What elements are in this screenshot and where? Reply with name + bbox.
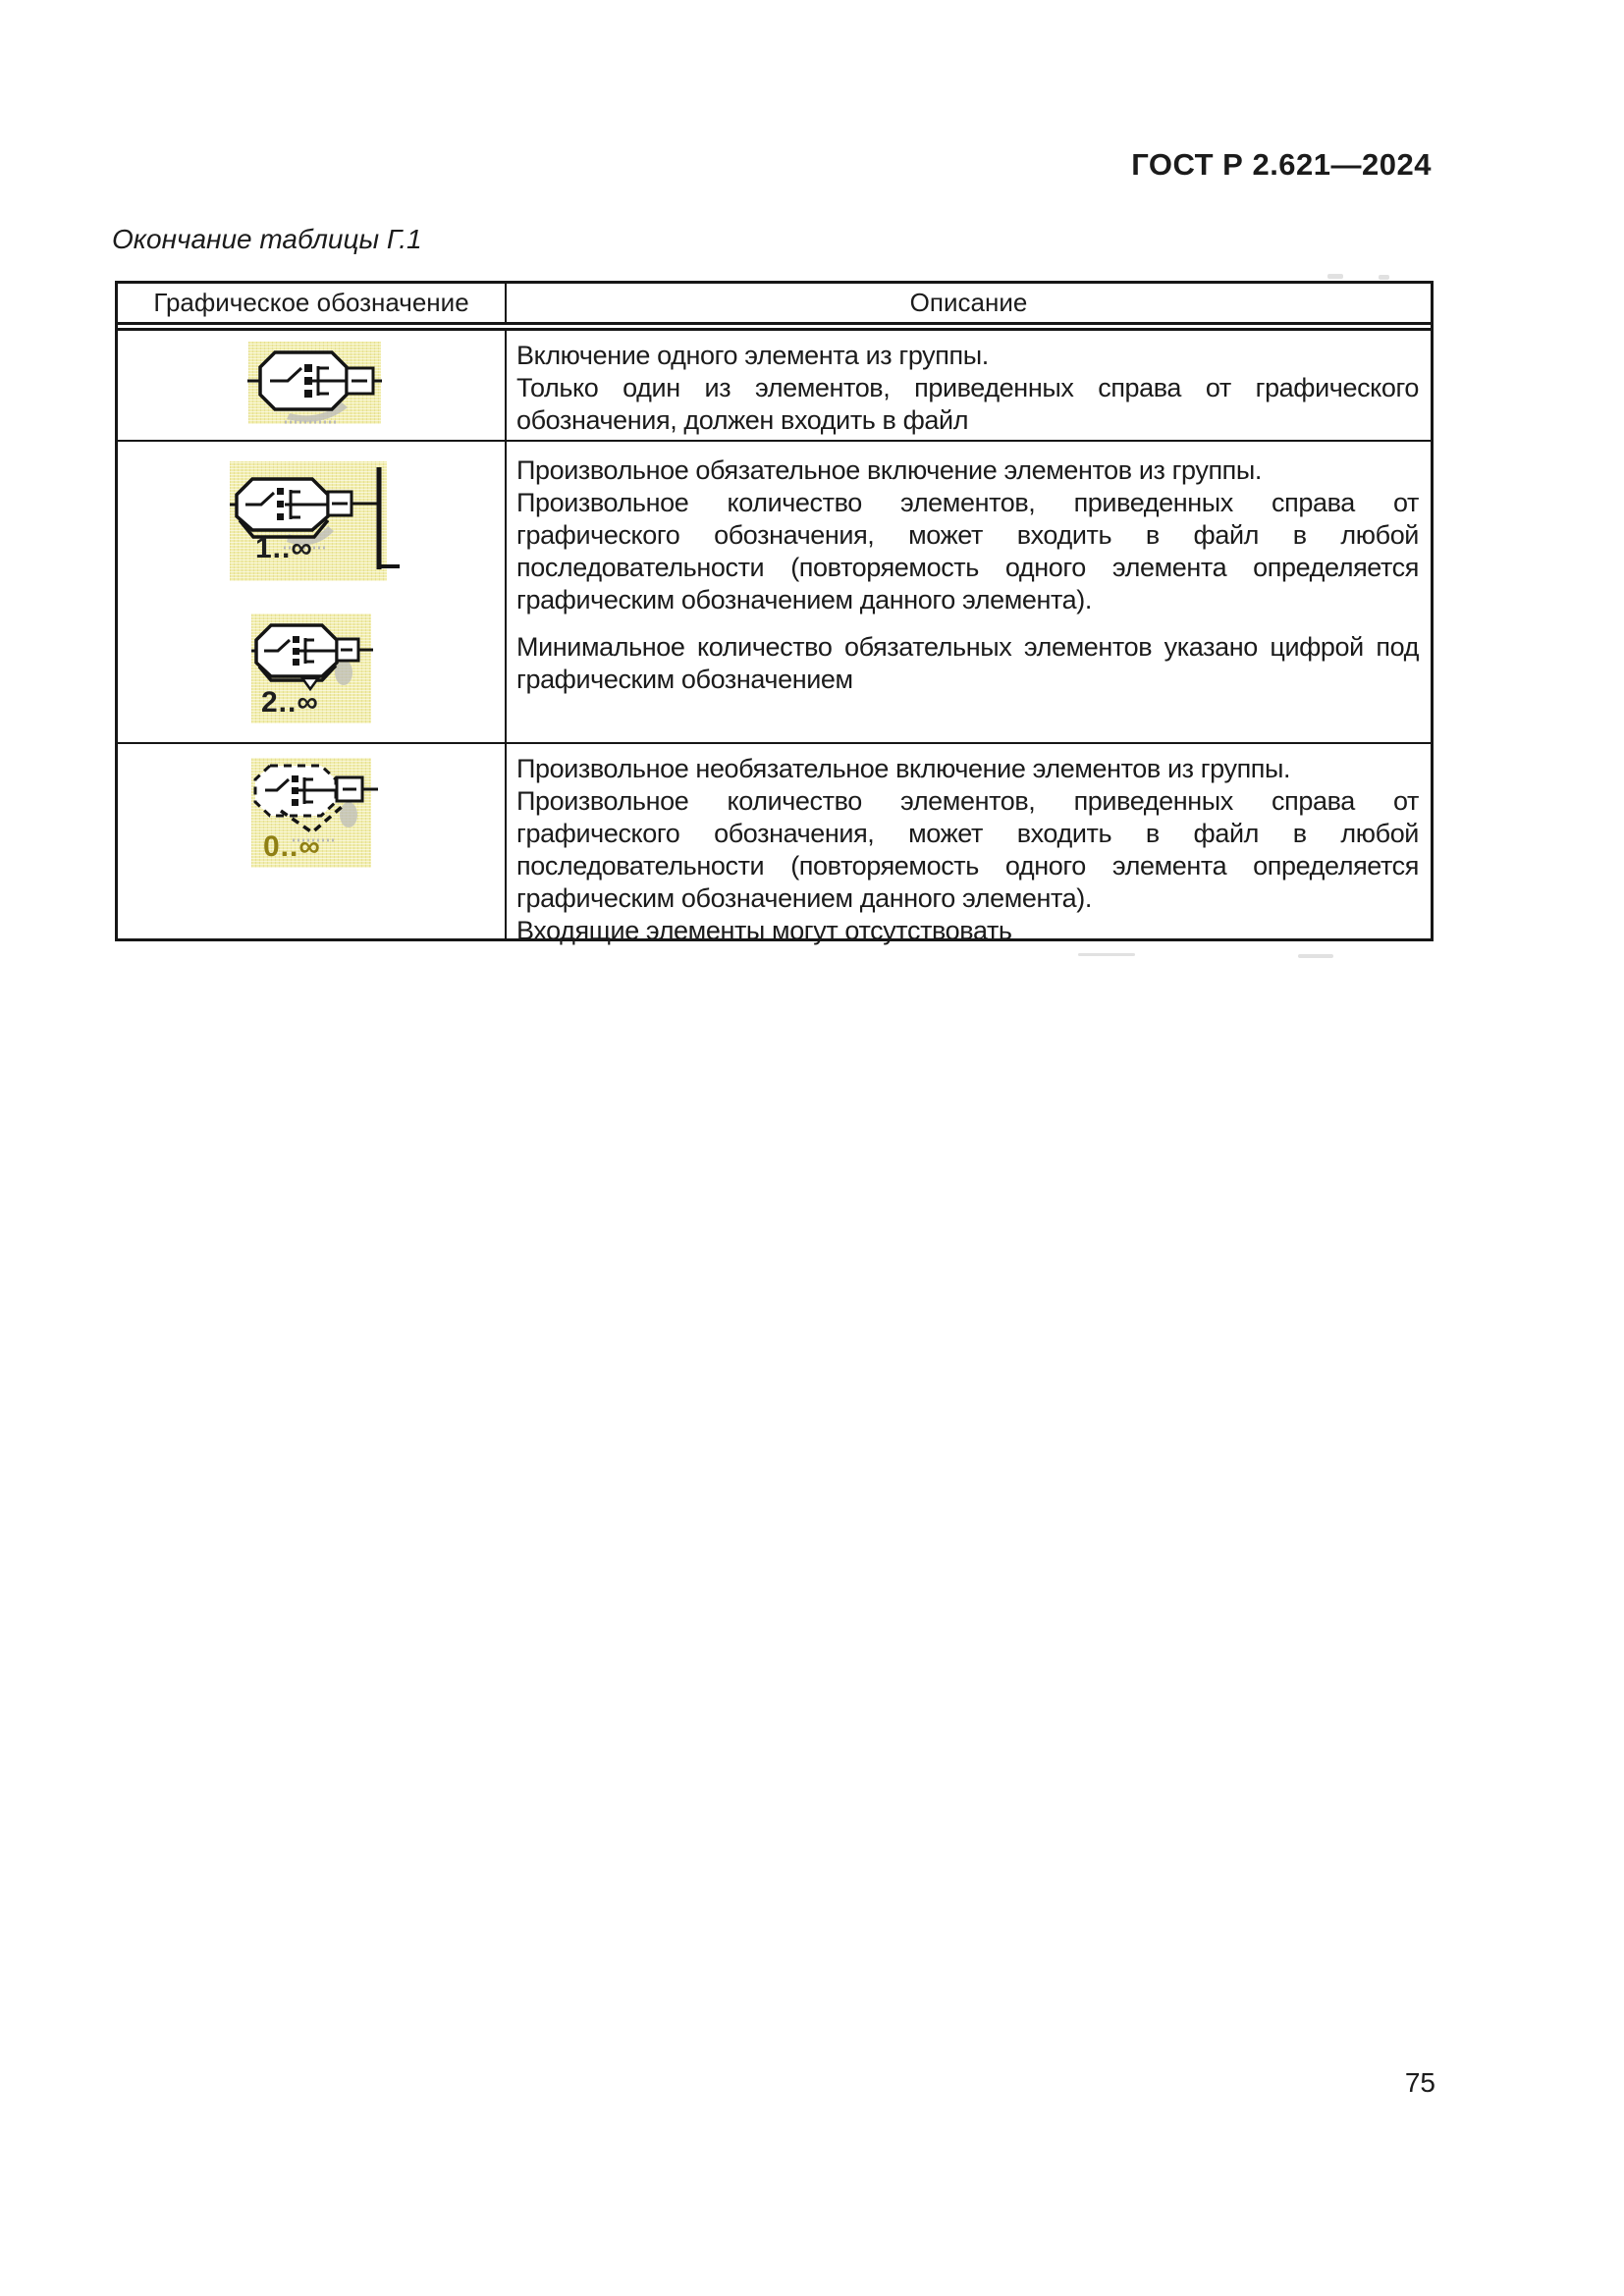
description-text: Включение одного элемента из группы. [516, 341, 989, 370]
description-text: Произвольное количество элементов, приведенных справа от графического обозначения, может входить в файл в любой последовательности (повторяемость одного элемента определяется графическим обозначением данного элемента). [516, 488, 1419, 614]
table-row [118, 331, 1431, 442]
schema-choice-element-icon [245, 342, 383, 426]
symbol-cell [118, 744, 507, 938]
symbol-cell [118, 331, 507, 440]
scan-artifact [1379, 275, 1389, 280]
repeatable-symbol-graphic [230, 461, 411, 584]
min-max-occurs-label: 1..∞ [255, 532, 313, 564]
col2-header-label: Описание [909, 288, 1028, 317]
schema-repeatable-element-with-tree-line-icon [230, 461, 411, 584]
table-header-row [118, 284, 1431, 331]
symbol-cell [118, 442, 507, 742]
description-text: Произвольное необязательное включение элементов из группы. [516, 754, 1291, 783]
doc-code-header: ГОСТ Р 2.621—2024 [1131, 147, 1432, 182]
col2-header-cell [507, 284, 1431, 322]
description-text: Произвольное обязательное включение элементов из группы. [516, 455, 1262, 485]
min-max-occurs-label: 0..∞ [263, 830, 321, 863]
schema-min-two-repeatable-element-icon [251, 614, 377, 726]
col1-header-label: Графическое обозначение [153, 288, 469, 317]
description-cell [507, 442, 1431, 742]
table-row [118, 744, 1431, 945]
description-cell [507, 331, 1431, 440]
table-row [118, 442, 1431, 744]
scan-artifact [1298, 954, 1333, 958]
description-text: Минимальное количество обязательных элементов указано цифрой под графическим обозначением [516, 632, 1419, 694]
description-text: Произвольное количество элементов, приведенных справа от графического обозначения, может входить в файл в любой последовательности (повторяемость одного элемента определяется графическим обозначением данного элемента). [516, 786, 1419, 913]
choice-symbol-graphic [245, 342, 383, 426]
table-caption: Окончание таблицы Г.1 [112, 224, 422, 254]
col1-header-cell [118, 284, 507, 322]
page-number: 75 [1404, 2067, 1435, 2098]
description-cell [507, 744, 1431, 945]
scan-artifact [1327, 274, 1343, 279]
scan-artifact [1078, 953, 1135, 956]
description-text: Входящие элементы могут отсутствовать [516, 916, 1012, 945]
table-g1 [115, 281, 1434, 945]
min-max-occurs-label: 2..∞ [261, 686, 319, 719]
schema-optional-repeatable-element-icon [251, 758, 380, 874]
description-text: Только один из элементов, приведенных справа от графического обозначения, должен входить в файл [516, 373, 1419, 435]
